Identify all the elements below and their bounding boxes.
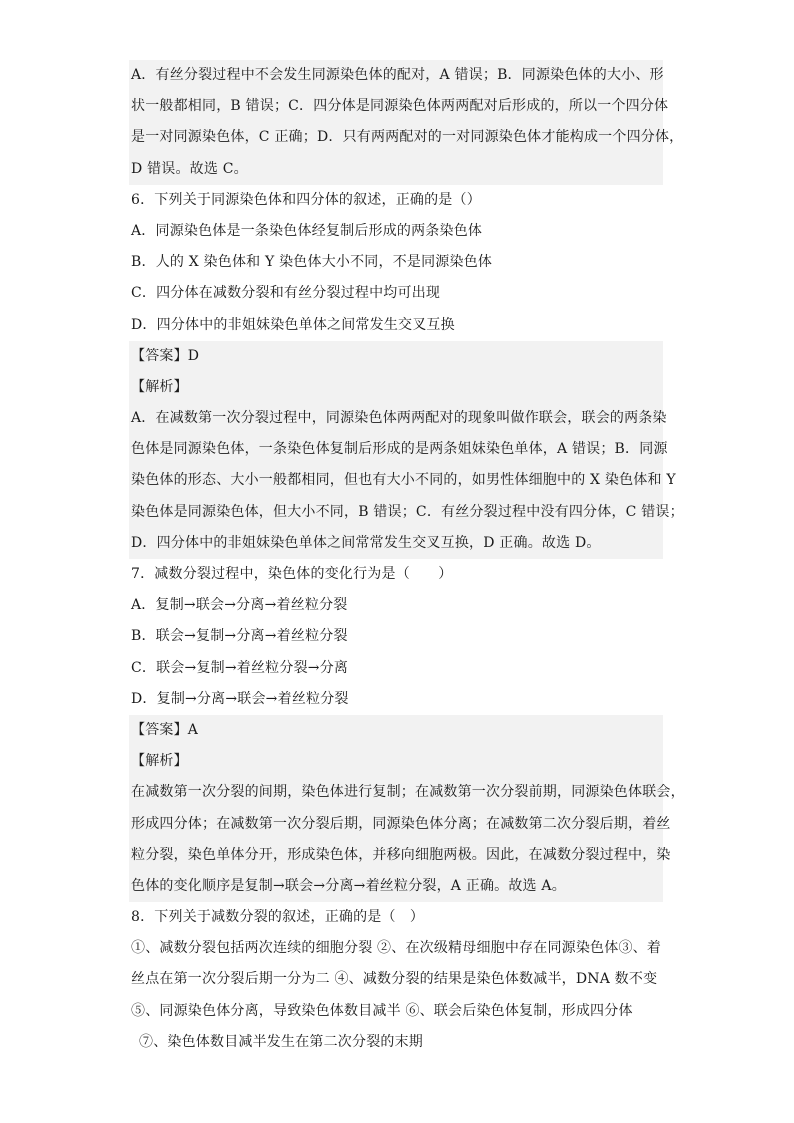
option-d: D．四分体中的非姐妹染色单体之间常发生交叉互换 — [131, 316, 455, 333]
analysis-line: 染色体的形态、大小一般都相同，但也有大小不同的，如男性体细胞中的 X 染色体和 Y — [131, 472, 676, 489]
analysis-label: 【解析】 — [131, 753, 188, 770]
option-d: D．复制→分离→联会→着丝粒分裂 — [131, 690, 349, 707]
analysis-line: D．四分体中的非姐妹染色单体之间常常发生交叉互换，D 正确。故选 D。 — [131, 534, 601, 551]
option-b: B．人的 X 染色体和 Y 染色体大小不同，不是同源染色体 — [131, 254, 493, 271]
analysis-line: 形成四分体；在减数第一次分裂后期，同源染色体分离；在减数第二次分裂后期，着丝 — [131, 815, 671, 832]
analysis-line: 染色体是同源染色体，但大小不同，B 错误；C．有丝分裂过程中没有四分体，C 错误； — [131, 503, 684, 520]
analysis-line: A．有丝分裂过程中不会发生同源染色体的配对，A 错误；B．同源染色体的大小、形 — [131, 67, 664, 83]
option-c: C．联会→复制→着丝粒分裂→分离 — [131, 659, 349, 676]
answer-label: 【答案】A — [131, 721, 199, 738]
analysis-line: A．在减数第一次分裂过程中，同源染色体两两配对的现象叫做作联会，联会的两条染 — [131, 410, 667, 427]
question-stem: 6．下列关于同源染色体和四分体的叙述，正确的是（） — [131, 191, 481, 208]
analysis-line: 色体的变化顺序是复制→联会→分离→着丝粒分裂，A 正确。故选 A。 — [131, 877, 566, 894]
document-content — [131, 60, 685, 1058]
question-stem: 8．下列关于减数分裂的叙述，正确的是（ ） — [131, 909, 425, 926]
option-a: A．复制→联会→分离→着丝粒分裂 — [131, 597, 348, 614]
analysis-line: 状一般都相同，B 错误；C．四分体是同源染色体两两配对后形成的，所以一个四分体 — [131, 98, 669, 115]
question-stem: 7．减数分裂过程中，染色体的变化行为是（ ） — [131, 566, 453, 582]
analysis-line: 粒分裂，染色单体分开，形成染色体，并移向细胞两极。因此，在减数分裂过程中，染 — [131, 846, 671, 863]
analysis-line: 在减数第一次分裂的间期，染色体进行复制；在减数第一次分裂前期，同源染色体联会， — [131, 784, 685, 801]
option-c: C．四分体在减数分裂和有丝分裂过程中均可出现 — [131, 285, 441, 302]
answer-label: 【答案】D — [131, 347, 200, 364]
question-8 — [131, 902, 663, 1058]
statement-line: ⑦、染色体数目减半发生在第二次分裂的末期 — [139, 1033, 423, 1050]
option-a: A．同源染色体是一条染色体经复制后形成的两条染色体 — [131, 222, 483, 239]
statement-line: ⑤、同源染色体分离，导致染色体数目减半 ⑥、联会后染色体复制，形成四分体 — [131, 1002, 633, 1019]
option-b: B．联会→复制→分离→着丝粒分裂 — [131, 628, 348, 645]
statement-line: 丝点在第一次分裂后期一分为二 ④、减数分裂的结果是染色体数减半，DNA 数不变 — [131, 971, 658, 988]
analysis-line: 是一对同源染色体，C 正确；D．只有两两配对的一对同源染色体才能构成一个四分体， — [131, 129, 684, 146]
q6-answer-block — [129, 341, 684, 559]
analysis-line: 色体是同源染色体，一条染色体复制后形成的是两条姐妹染色单体，A 错误；B．同源 — [131, 441, 668, 458]
question-7 — [131, 559, 663, 715]
q7-answer-block — [129, 715, 685, 902]
statement-line: ①、减数分裂包括两次连续的细胞分裂 ②、在次级精母细胞中存在同源染色体③、着 — [131, 940, 662, 957]
q5-analysis-block — [129, 60, 684, 185]
analysis-label: 【解析】 — [131, 378, 188, 395]
question-6 — [131, 185, 663, 341]
analysis-line: D 错误。故选 C。 — [131, 160, 248, 177]
